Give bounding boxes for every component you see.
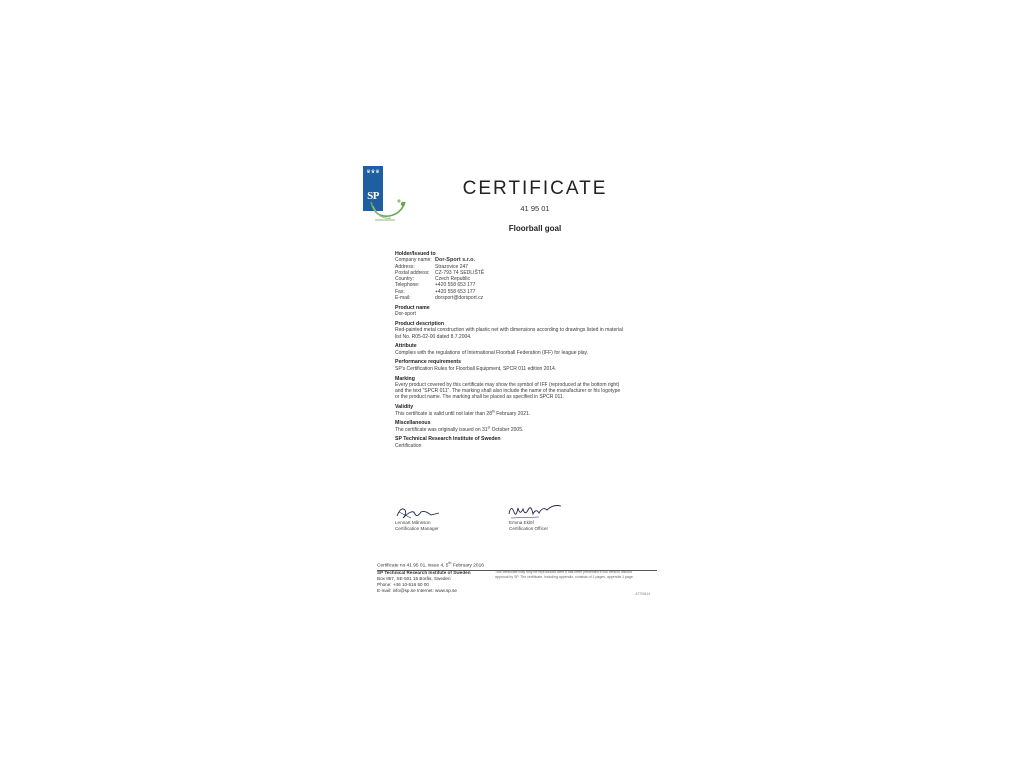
issuer-unit: Certification — [395, 442, 422, 449]
issuer-section — [395, 436, 625, 449]
validity-heading: Validity — [395, 404, 414, 411]
holder-label: Postal address: — [395, 269, 430, 276]
validity-section — [395, 404, 625, 417]
footer-note: This certificate may only be reproduced after it has been presented in full version without approval by SP. The certificate, including appendix, consists of 1 pages, appendix 1 page. — [495, 570, 634, 579]
product-name-section — [395, 305, 625, 318]
performance-heading: Performance requirements — [395, 359, 462, 366]
footer-email-web: E-mail: info@sp.se Internet: www.sp.se — [377, 588, 457, 593]
holder-label: Country: — [395, 276, 414, 283]
holder-row — [395, 295, 625, 301]
product-description-heading: Product description — [395, 320, 444, 327]
product-name-text: Dor-sport — [395, 311, 416, 318]
signature-manager-role: Certification Manager — [395, 526, 439, 531]
certificate-title: CERTIFICATE — [462, 178, 608, 199]
performance-text: SP's Certification Rules for Floorball Equipment, SPCR 011 edition 2014. — [395, 365, 557, 372]
footer-issue-end: February 2016 — [451, 563, 484, 569]
signature-manager-image — [391, 500, 471, 522]
holder-label: Company name: — [395, 257, 432, 264]
holder-value: Dor-Sport s.r.o. — [435, 257, 476, 264]
holder-label: Telephone: — [395, 282, 420, 289]
holder-value: +420 558 653 177 — [435, 288, 476, 295]
holder-label: Address: — [395, 263, 415, 270]
holder-value: +420 558 653 177 — [435, 282, 476, 289]
holder-label: Fax: — [395, 288, 405, 295]
marking-section — [395, 376, 625, 401]
certificate-body — [395, 251, 625, 453]
holder-value: Strazovice 247 — [435, 263, 469, 270]
attribute-heading: Attribute — [395, 343, 417, 350]
miscellaneous-ordinal: st — [487, 424, 491, 429]
sp-logo-text: SP — [367, 190, 379, 202]
certificate-number: 41 95 01 — [520, 204, 550, 213]
marking-text: Every product covered by this certificate may show the symbol of IFF (reproduced at the bottom right) and the text "SPCR 011". The marking shall also include the name of the manufacturer or his logotype or the product name. The marking shall be placed as specified in SPCR 011. — [395, 381, 621, 401]
miscellaneous-heading: Miscellaneous — [395, 420, 431, 427]
holder-value: dorsport@dorsport.cz — [435, 295, 484, 302]
performance-section — [395, 359, 625, 372]
validity-text-start: This certificate is valid until not later than 28 — [395, 410, 492, 417]
product-name-heading: Product name — [395, 304, 430, 311]
marking-heading: Marking — [395, 375, 415, 382]
signature-block-officer — [505, 500, 585, 540]
footer-box: Box 857, SE-501 15 Borås, Sweden — [377, 576, 451, 581]
miscellaneous-text-start: The certificate was originally issued on 31 — [395, 426, 488, 433]
validity-ordinal: th — [492, 408, 495, 413]
attribute-text: Complies with the regulations of International Floorball Federation (IFF) for league play. — [395, 349, 589, 356]
footer-phone: Phone: +46 10-516 50 00 — [377, 582, 429, 587]
footer-code: ATT00414 — [635, 592, 650, 596]
holder-value: Czech Republic — [435, 276, 471, 283]
attribute-section — [395, 343, 625, 356]
signature-block-manager — [391, 500, 471, 540]
product-description-section — [395, 321, 625, 340]
holder-section — [395, 251, 625, 301]
signature-officer-role: Certification Officer — [509, 526, 548, 531]
crowns-icon: ♛♛♛ — [366, 169, 380, 175]
validity-text-end: February 2021. — [494, 410, 531, 417]
signature-officer-image — [505, 500, 585, 522]
miscellaneous-section — [395, 420, 625, 433]
footer-org: SP Technical Research Institute of Sweden — [377, 570, 471, 575]
certificate-page — [355, 160, 667, 604]
validity-text — [395, 408, 625, 417]
holder-value: CZ-793 74 SEDLIŠTĚ — [435, 269, 485, 276]
footer-issue-start: Certificate no 41 95 01, issue 4, 5 — [377, 563, 449, 569]
holder-heading: Holder/Issued to — [395, 251, 436, 257]
holder-label: E-mail: — [395, 295, 411, 302]
miscellaneous-text — [395, 424, 625, 433]
footer-address — [377, 570, 497, 594]
issuer-name: SP Technical Research Institute of Sweden — [395, 436, 501, 443]
footer-issue-ordinal: th — [448, 561, 452, 565]
product-description-text: Red-painted metal construction with plastic net with dimensions according to drawings listed in material list No. R05-02-00 dated 8.7.2004. — [395, 327, 623, 340]
certificate-subject: Floorball goal — [508, 224, 562, 233]
signature-officer-name: Emma Eklöf — [509, 520, 534, 525]
signature-manager-name: Lennart Månsson — [395, 520, 431, 525]
miscellaneous-text-end: October 2005. — [490, 426, 524, 433]
